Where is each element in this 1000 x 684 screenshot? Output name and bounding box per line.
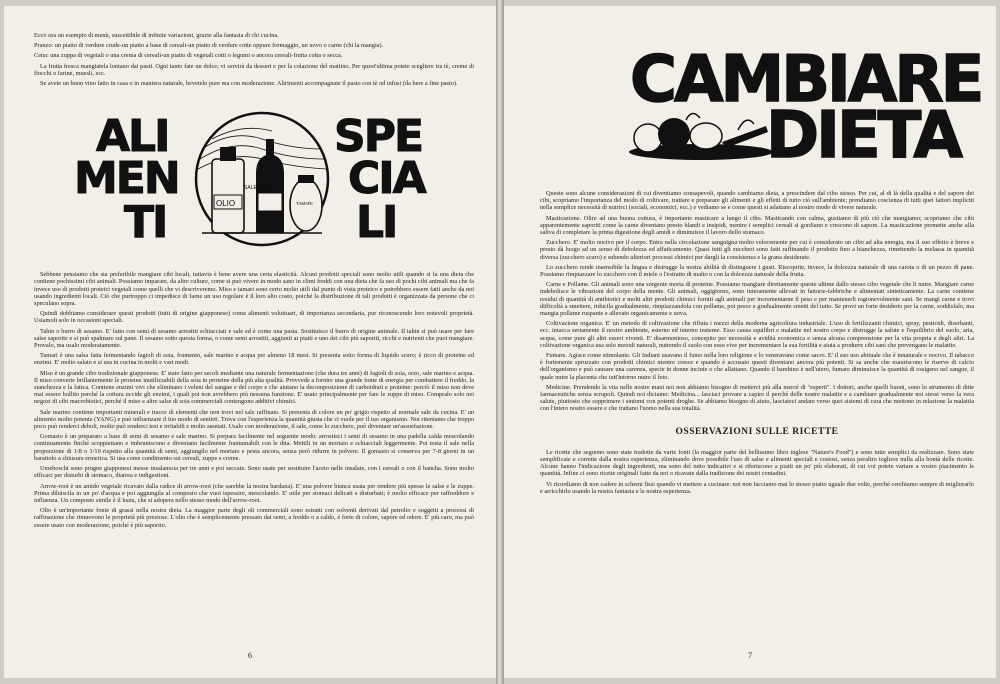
- coltivazione-paragraph: Coltivazione organica. E' un metodo di coltivazione che rifiuta i mezzi della moderna agricoltura industriale. L'uso di fertilizzanti chimici, spray, pesticidi, diserbanti, ecc. intacca seriamente il nostro ambiente, esterno ed interno insieme. Esso causa squilibri e malattie nel nostro corpo e distrugge la salute e l'equilibrio del suolo, aria, acqua, come pure gli altri esseri viventi. E' disarmonioso, concepito per necessità e avidità economica e senza alcuna comprensione per la vita propria e degli altri. La coltivazione organica usa solo metodi naturali, nutrendo il suolo con esso vive per incrementare la sua fertilità e aiuta a produrre cibi sani che prevengano le malattie.: [540, 320, 974, 349]
- fruit-note: La frutta fresca mangiatela lontano dai pasti. Ogni tanto fate un dolce; vi servirà da dessert e per la colazione del mattino. Per quest'ultima potete scegliere tra tè, creme di fiocchi o farine, muesli, ecc.: [34, 62, 474, 77]
- umeboschi-paragraph: Umeboschi sono prugne giapponesi messe insalamoia per tre anni e poi seccate. Sono usate per sostituire l'aceto nelle insalate, con i cereali o con il bancha. Sono molto efficaci per disturbi di stomaco, diarrea e indigestioni.: [34, 465, 474, 480]
- title-dieta: DIETA: [766, 99, 960, 173]
- title-word: TI: [124, 197, 167, 249]
- page-number: 7: [748, 651, 752, 660]
- left-page: [4, 6, 496, 678]
- page-number: 6: [248, 651, 252, 660]
- right-page: [504, 6, 996, 678]
- gomasio-paragraph: Gomasio è un preparato a base di semi di sesamo e sale marino. Si prepara facilmente nel seguente modo: arrostisci i semi di sesamo in una padella calda mescolando continuamente finché scoppiettano e imbruniscono e diventano facilmente frantumabili con le dita. Mettili in un mortaio e schiacciali leggermente. Poi tosta il sale nella proporzione di 1/8 o 1/10 rispetto alla quantità di semi, aggiungilo nel mortaio e pesta ancora, senza però ridurre in polvere. Il gomasio si conserva per 7-8 giorni in un barattolo a chiusura ermetica. Si usa come condimento sui cereali, zuppe e creme.: [34, 433, 474, 462]
- tamari-paragraph: Tamari è una salsa fatta fermentando fagioli di soia, frumento, sale marino e acqua per almeno 18 mesi. Si presenta sotto forma di liquido scuro; è ricco di proteine ed enzimi. E' molto salato e si usa in cucina in molti e vari modi.: [34, 352, 474, 367]
- title-word: SPE: [334, 111, 422, 163]
- title-word: ALI: [96, 111, 169, 163]
- recipes-note-paragraph: Le ricette che seguono sono state tradotte da varie fonti (la maggior parte del bellissimo libro inglese "Nature's Food") e sono tutte semplici da realizzare. Sono state semplificate e corrette dalla nostra esperienza, eliminando dove possibile l'uso di salse e alimenti speciali e costosi, senza peraltro togliere nulla alla bontà delle ricette. Alcune hanno l'indicazione degli ingredienti, ma sono del tutto indicativi e si riferiscono a piatti un po' più elaborati, di cui voi potete variare a vostro piacimento le quantità. Infine ci sono ricette originali fatte da noi o ricavate dalla tradizione dei nostri contadini.: [540, 448, 974, 478]
- menu-intro: Ecco ora un esempio di menù, suscettibile di infinite variazioni, grazie alla fantasia di chi cucina.: [34, 32, 279, 39]
- menu-pranzo: Pranzo: un piatto di verdure crude-un piatto a base di cereali-un piatto di verdure cotte oppure formaggio, un uovo o carne (chi la mangia).: [34, 42, 384, 50]
- intro-paragraph: Sebbene pensiamo che sia preferibile mangiare cibi locali, tuttavia è bene avere una certa elasticità. Alcuni prodotti speciali sono molto utili quando si fa una dieta che contiene pochissimi cibi animali. Possiamo imparare, da altre culture, come si può vivere in modo sano in climi freddi con una dieta che fa uso di pochi cibi animali ma che fa invece uso di prodotti proteici vegetali come quelli che vi descriveremo. Miso e tamari sono certo molto utili dal punto di vista proteico e potrebbero essere fatti anche da noi usando ingredienti locali. Ciò che purtroppo ci impedisce di farne un uso regolare è il loro alto costo, poiché la distribuzione di tali prodotti è organizzata da persone che ci speculano sopra.: [34, 271, 474, 308]
- tahin-paragraph: Tahin o burro di sesamo. E' fatto con semi di sesamo arrostiti schiacciati e sale ed è come una pasta. Sostituisce il burro di origine animale. Il tahin si può usare per fare salse saporite e si può spalmare sul pane. Il sesamo sotto questa forma, o come semi arrostiti, aggiunti ai piatti e uno dei cibi più saporiti, ricchi e nutrienti che puoi mangiare. Provalo, ma usalo moderatamente.: [34, 327, 474, 350]
- book-gutter: [496, 0, 504, 684]
- title-word: CIA: [348, 153, 425, 205]
- right-body: [534, 190, 974, 495]
- alimenti-speciali-title: [34, 109, 474, 255]
- tamari-label: TAMARI: [296, 201, 313, 207]
- recipes-reminder-paragraph: Vi ricordiamo di non cadere in schemi fissi quando vi mettere a cucinare: noi non facciamo mai lo stesso piatto uguale due volte, perché cerchiamo sempre di migliorarlo e arricchirlo usando la nostra fantasia e la nostra esperienza.: [540, 480, 974, 495]
- title-cambiare: CAMBIARE: [630, 43, 982, 117]
- menu-section: [34, 32, 474, 87]
- sale-marino-paragraph: Sale marino contiene importanti minerali e tracce di elementi che non trovi nel sale raffinato. Si presenta di colore un po' grigio rispetto al normale sale da cucina. E' un alimento molto potente (YANG) e può influenzare il tuo modo di sentirti. Trova con l'esperienza la quantità giusta che ci vuole per il tuo organismo. Noi riteniamo che troppo poco può renderci deboli, molto può renderci tesi e irritabili e molto assetati. Usalo con moderazione, il sale, come lo zucchero, può diventare un'assuefazione.: [34, 408, 474, 431]
- menu-cena: Cena: una zuppa di vegetali o una crema di cereali-un piatto di vegetali cotti o legumi o ancora cereali-frutta cotta o secca.: [34, 52, 343, 60]
- cambiare-dieta-title: [534, 30, 982, 173]
- sale-marino-label: SALE MARINO: [244, 185, 279, 192]
- olio-paragraph: Olio è un'importante fonte di grassi nella nostra dieta. La maggior parte degli oli commerciali sono estratti con solventi derivati dal petrolio e soggetti a processi di raffinazione che rimuovono le proprietà più preziose. L'olio che è semplicemente pressato dai semi, a freddo o a caldo, è forte di colore, sapore ed odore. E' più caro, ma può essere usato con moderazione, poiché è più saporito.: [34, 507, 474, 529]
- importance-paragraph: Quindi dobbiamo considerare questi prodotti (tutti di origine giapponese) come alimenti voluttuari, di importanza secondaria, pur riconoscendo loro notevoli proprietà. Usiamoli solo in occasioni speciali.: [34, 310, 474, 325]
- olio-label: OLIO: [216, 199, 236, 209]
- title-word: MEN: [74, 153, 179, 205]
- arrow-root-paragraph: Arrow-root è un amido vegetale ricavato dalla radice di arrow-root (che sarebbe la nostra bardana). E' una polvere bianca usata per rendere più spesse le salse e le zuppe. Prima diluiscila in un po' d'acqua e poi aggiungila al composto che vuoi ispessire, mescolando. E' utile per stomaci delicati e disturbati; è molto efficace per raffreddore e influenza. Un composto simile è il kuzu, che si adopera nello stesso modo dell'arrow-root.: [34, 482, 474, 504]
- zucchero-paragraph: Zucchero. E' molto nocivo per il corpo. Entra nella circolazione sanguigna molto velocemente per cui è considerato un cibo ad alta energia, ma il suo effetto è breve e presto dà luogo ad un senso di debolezza ed affaticamento. Quasi tutti gli zuccheri sono fatti raffinando il prodotto fino a bianchezza, rimettendo la melassa in quantità diversa (zucchero scuro) e subendo ulteriori processi chimici per dargli la consistenza e la grana desiderate.: [540, 239, 974, 261]
- title-word: LI: [356, 197, 397, 249]
- left-body: [34, 271, 474, 529]
- section-heading: OSSERVAZIONI SULLE RICETTE: [675, 426, 839, 437]
- carne-paragraph: Carne e Pollame. Gli animali sono una sorgente morta di proteine. Possiamo mangiare direttamente queste ultime dallo stesso cibo vegetale che li nutre. Mangiare carne indebolisce le vibrazioni del corpo della mente. Gli animali, oggigiorno, sono interamente allevati in fattorie-fabbriche e alimentati sinteticamente. La carne contiene residui di quantità di antibiotici e molti altri prodotti chimici forniti agli animali per incrementarne il peso e per mantenerli ragionevolmente sani. Se mangi carne e trovi difficoltà a smettere, riducila gradualmente, rimpiazzandola con pollame, poi pesce e gradualmente smetti del tutto. Se provi un forte desiderio per la carne, soddisfalo, ma mangia pollame ruspante e allevato organicamente e uova.: [540, 281, 974, 318]
- masticazione-paragraph: Masticazione. Oltre ad una buona cottura, è importante masticare a lungo il cibo. Masticando con calma, gustiamo di più ciò che mangiamo; scopriamo che cibi apparentemente saporiti come la carne diventano presto blandi e insipidi, mentre i semplici cereali si gonfiano e crescono di sapore. La masticazione permette anche alla saliva di completare la prima digestione degli amidi e diminuisce il lavoro dello stomaco.: [540, 214, 974, 237]
- zucchero-alt-paragraph: Lo zucchero rende insensibile la lingua e distrugge la nostra abilità di distinguere i gusti. Riscoprite, invece, la dolcezza naturale di una carota o di un pezzo di pane. Possiamo rimpiazzare lo zucchero con il miele o l'estratto di malto o con la dolcezza naturale della frutta.: [540, 263, 974, 279]
- considerations-paragraph: Queste sono alcune considerazioni di cui diventiamo consapevoli, quando cambiamo dieta, a prescindere dal cibo stesso. Per cui, al di là della qualità e del sapore dei cibi, scopriamo l'importanza del modo di coltivare, trattare e preparare gli alimenti e gli effetti di tutto ciò sull'ambiente; prendiamo coscienza di tutti quei fattori impliciti nella semplice necessità di nutrirci (sociali, economici, ecc.) e vediamo se e come questi si adattano al nostro modo di vivere naturale.: [540, 190, 974, 212]
- wine-note: Se avete un buon vino fatto in casa o in maniera naturale, bevetelo pure ma con moderazione. Altrimenti accompagnate il pasto con tè od infusi (da bere a fine pasto).: [40, 80, 458, 88]
- miso-paragraph: Miso è un grande cibo tradizionale giapponese. E' stato fatto per secoli mediante una naturale fermentazione (che dura tre anni) di fagioli di soia, orzo, sale marino e acqua. Il miso converte brillantemente le proteine inutilizzabili della soia in proteine della più alta qualità. Provvede a fornire una grande fonte di energia per combattere il freddo, la stanchezza e la fatica. Contiene enzimi vivi che eliminano i veleni del sangue e del corpo e che aiutano la decomposizione di carboidrati e proteine: perciò il miso non deve mai essere bollito perché la cottura uccide gli enzimi, i quali poi non avrebbero più nessuna funzione. E' usato principalmente per fare le zuppe di miso. Compralo solo nei negozi di cibi macrobiotici, perché il miso e altre salse di soia commerciali contengono additivi chimici.: [34, 369, 474, 406]
- vegetables-illustration: [626, 106, 776, 162]
- medicine-paragraph: Medicine. Prendendo la vita nelle nostre mani noi non abbiamo bisogno di metterci più alla mercé di "esperti". I dottori, anche quelli buoni, sono lo strumento di ditte farmaceutiche senza scrupoli. Quindi noi diciamo: Medicina... lasciaci provare a capire il perché delle nostre malattie e a cambiare gradualmente noi stessi verso la vera salute, piuttosto che sopprimere i sintomi con potenti droghe. Se abbiamo bisogno di aiuto, lasciateci andare verso quei sistemi di cura che mettono in relazione la malattia con l'intero nostro essere e che trattano l'uomo nella sua totalità.: [540, 383, 974, 413]
- fumare-paragraph: Fumare. Agisce come stimolante. Gli Indiani usavano il fumo nella loro religione e lo veneravano come sacro. E' il suo uso abituale che è innaturale e nocivo. Il tabacco è fortemente spruzzato con prodotti chimici mentre cresce e quando è accusato questi diventano ancora più potenti. Si sa anche che esauriscono le riserve di calcio dell'organismo e può causare una carenza, specie in donne incinte o che allattano. Quando il bambino è nell'utero, fumare diminuisce la quantità di ossigeno nel sangue, il quale nutre la placenta che tutt'intorno nutre il feto.: [540, 352, 974, 381]
- special-foods-illustration: [182, 109, 342, 249]
